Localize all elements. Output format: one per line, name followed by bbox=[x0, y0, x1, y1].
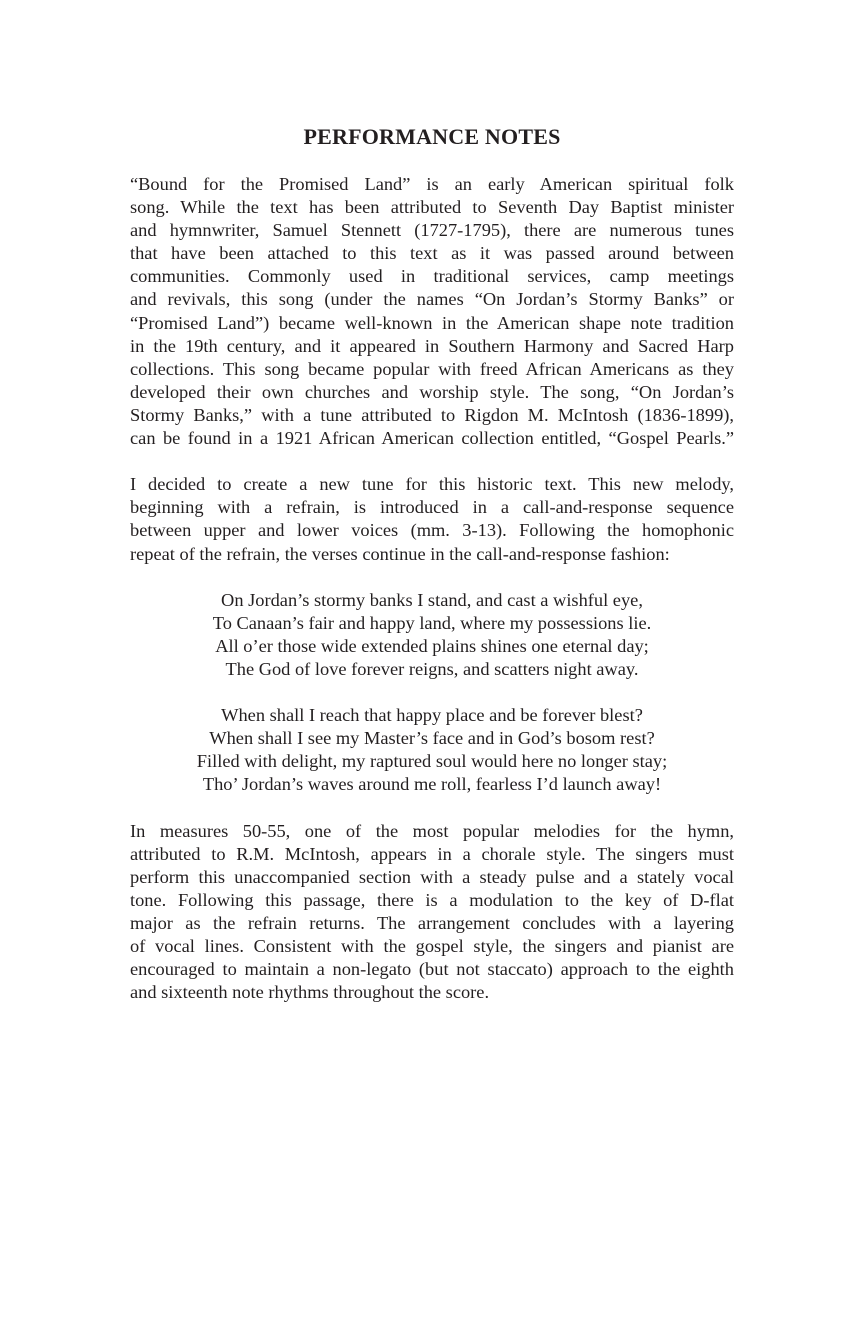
text-line: can be found in a 1921 African American collection entitled, “Gospel Pearls.” bbox=[130, 428, 734, 449]
text-line: communities. Commonly used in traditional services, camp meetings bbox=[130, 266, 734, 287]
text-line: beginning with a refrain, is introduced in a call-and-response sequence bbox=[130, 497, 734, 518]
text-line: song. While the text has been attributed to Seventh Day Baptist minister bbox=[130, 197, 734, 218]
text-line: repeat of the refrain, the verses continue in the call-and-response fashion: bbox=[130, 543, 670, 564]
paragraph bbox=[130, 820, 734, 1005]
text-line: and sixteenth note rhythms throughout the score. bbox=[130, 982, 490, 1003]
text-line: and hymnwriter, Samuel Stennett (1727-1795), there are numerous tunes bbox=[130, 220, 734, 241]
poem-line: To Canaan’s fair and happy land, where my possessions lie. bbox=[212, 612, 652, 633]
text-line: that have been attached to this text as it was passed around between bbox=[130, 243, 734, 264]
text-line: and revivals, this song (under the names “On Jordan’s Stormy Banks” or bbox=[130, 289, 734, 310]
poem-line: When shall I reach that happy place and be forever blest? bbox=[221, 705, 643, 726]
text-line: major as the refrain returns. The arrangement concludes with a layering bbox=[130, 913, 734, 933]
poem-stanza bbox=[130, 589, 734, 681]
text-line: attributed to R.M. McIntosh, appears in a chorale style. The singers must bbox=[130, 843, 734, 864]
poem-line: On Jordan’s stormy banks I stand, and cast a wishful eye, bbox=[221, 589, 643, 610]
paragraph bbox=[130, 473, 734, 565]
text-line: in the 19th century, and it appeared in Southern Harmony and Sacred Harp bbox=[130, 335, 734, 356]
paragraph bbox=[130, 173, 734, 450]
poem-line: The God of love forever reigns, and scatters night away. bbox=[225, 658, 639, 679]
text-line: I decided to create a new tune for this historic text. This new melody, bbox=[130, 474, 734, 495]
text-line: Stormy Banks,” with a tune attributed to Rigdon M. McIntosh (1836-1899), bbox=[130, 404, 734, 425]
poem-stanza bbox=[130, 704, 734, 796]
poem-line: When shall I see my Master’s face and in God’s bosom rest? bbox=[209, 728, 655, 749]
text-line: collections. This song became popular with freed African Americans as they bbox=[130, 358, 734, 379]
poem-line: Filled with delight, my raptured soul would here no longer stay; bbox=[196, 751, 668, 772]
poem-line: Tho’ Jordan’s waves around me roll, fearless I’d launch away! bbox=[202, 774, 662, 795]
page-title: PERFORMANCE NOTES bbox=[303, 124, 561, 149]
text-line: developed their own churches and worship style. The song, “On Jordan’s bbox=[130, 381, 734, 402]
text-line: “Bound for the Promised Land” is an early American spiritual folk bbox=[130, 174, 734, 194]
poem-line: All o’er those wide extended plains shines one eternal day; bbox=[215, 635, 649, 656]
text-line: “Promised Land”) became well-known in the American shape note tradition bbox=[130, 312, 734, 333]
text-line: between upper and lower voices (mm. 3-13). Following the homophonic bbox=[130, 520, 734, 541]
document-body bbox=[130, 173, 734, 1027]
text-line: In measures 50-55, one of the most popular melodies for the hymn, bbox=[130, 820, 734, 841]
text-line: perform this unaccompanied section with a steady pulse and a stately vocal bbox=[130, 866, 734, 887]
text-line: encouraged to maintain a non-legato (but not staccato) approach to the eighth bbox=[130, 959, 734, 980]
text-line: of vocal lines. Consistent with the gospel style, the singers and pianist are bbox=[130, 936, 734, 957]
text-line: tone. Following this passage, there is a modulation to the key of D-flat bbox=[130, 889, 734, 910]
